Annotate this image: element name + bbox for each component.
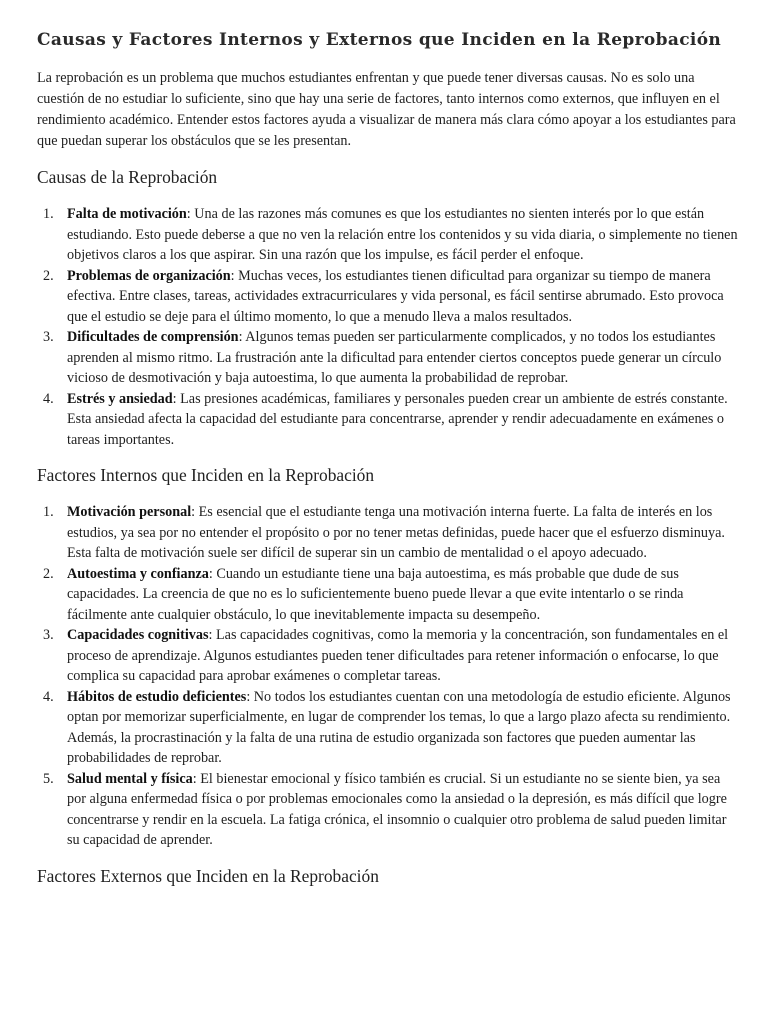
list-item-text: : Las presiones académicas, familiares y personales pueden crear un ambiente de estrés constante. Esta ansiedad afecta la capacidad del estudiante para concentrarse, aprender y rendir adecuadamente en exámenes o tareas importantes. xyxy=(67,390,728,448)
list-item-text: : Algunos temas pueden ser particularmente complicados, y no todos los estudiantes aprenden al mismo ritmo. La frustración ante la dificultad para entender ciertos conceptos puede generar un círculo vicioso de desmotivación y baja autoestima, lo que aumenta la probabilidad de reprobar. xyxy=(67,329,722,386)
list-item-term: Hábitos de estudio deficientes xyxy=(67,688,247,705)
list-item-term: Falta de motivación xyxy=(67,206,187,222)
intro-paragraph: La reprobación es un problema que muchos estudiantes enfrentan y que puede tener diversas causas. No es solo una cuestión de no estudiar lo suficiente, sino que hay una serie de factores, tanto internos como externos, que influyen en el rendimiento académico. Entender estos factores ayuda a visualizar de manera más clara cómo apoyar a los estudiantes para que puedan superar los obstáculos que se les presentan. xyxy=(37,70,736,149)
list-item xyxy=(67,687,738,769)
list-item xyxy=(67,327,738,389)
list-item-term: Estrés y ansiedad xyxy=(67,390,173,407)
list-item xyxy=(67,769,738,851)
section-heading-causas: Causas de la Reprobación xyxy=(37,167,218,187)
list-causas xyxy=(37,204,738,450)
list-item-term: Salud mental y física xyxy=(67,770,193,787)
list-item-text: : Muchas veces, los estudiantes tienen dificultad para organizar su tiempo de manera efectiva. Entre clases, tareas, actividades extracurriculares y vida personal, es fácil sentirse abrumado. Esto provoca que el estudio se deje para el último momento, lo que a menudo lleva a malos resultados. xyxy=(67,267,724,325)
list-item xyxy=(67,204,738,266)
list-item-term: Autoestima y confianza xyxy=(67,565,209,582)
document-title: Causas y Factores Internos y Externos que Inciden en la Reprobación xyxy=(37,30,722,50)
list-item-text: : No todos los estudiantes cuentan con una metodología de estudio eficiente. Algunos optan por memorizar superficialmente, en lugar de comprender los temas, lo que a largo plazo afecta su rendimiento. Además, la procrastinación y la falta de una rutina de estudio organizada son factores que pueden aumentar las probabilidades de reprobar. xyxy=(67,688,731,766)
list-item xyxy=(67,266,738,328)
list-item xyxy=(67,502,738,564)
list-item-text: : Es esencial que el estudiante tenga una motivación interna fuerte. La falta de interés en los estudios, ya sea por no entender el propósito o por no tener metas definidas, puede hacer que el esfuerzo disminuya. Esta falta de motivación suele ser difícil de superar sin un cambio de mentalidad o el apoyo adecuado. xyxy=(67,504,725,561)
list-item xyxy=(67,389,738,451)
section-heading-factores-externos: Factores Externos que Inciden en la Reprobación xyxy=(37,865,379,886)
list-item-text: : El bienestar emocional y físico también es crucial. Si un estudiante no se siente bien, ya sea por alguna enfermedad física o por problemas emocionales como la ansiedad o la depresión, es más difícil que logre concentrarse y rendir en la escuela. La fatiga crónica, el insomnio o cualquier otro problema de salud pueden limitar su capacidad de aprender. xyxy=(67,770,727,848)
list-factores-internos xyxy=(37,502,738,851)
list-item xyxy=(67,564,738,626)
list-item-term: Problemas de organización xyxy=(67,267,231,284)
list-item-term: Capacidades cognitivas xyxy=(67,627,209,643)
list-item-text: : Cuando un estudiante tiene una baja autoestima, es más probable que dude de sus capacidades. La creencia de que no es lo suficientemente bueno puede llevar a que evite intentarlo o se rinda fácilmente ante cualquier obstáculo, lo que inevitablemente impacta su desempeño. xyxy=(67,565,684,623)
list-item-text: : Una de las razones más comunes es que los estudiantes no sienten interés por lo que están estudiando. Esto puede deberse a que no ven la relación entre los contenidos y su vida diaria, o simplemente no tienen objetivos claros a los que aspirar. Sin una razón que los impulse, es fácil perder el enfoque. xyxy=(67,206,738,263)
list-item xyxy=(67,625,738,687)
list-item-term: Motivación personal xyxy=(67,504,192,520)
section-heading-factores-internos: Factores Internos que Inciden en la Reprobación xyxy=(37,465,375,485)
list-item-term: Dificultades de comprensión xyxy=(67,329,239,345)
list-item-text: : Las capacidades cognitivas, como la memoria y la concentración, son fundamentales en el proceso de aprendizaje. Algunos estudiantes pueden tener dificultades para retener información o enfocarse, lo que complica su capacidad para aprobar exámenes o completar tareas. xyxy=(67,627,729,684)
